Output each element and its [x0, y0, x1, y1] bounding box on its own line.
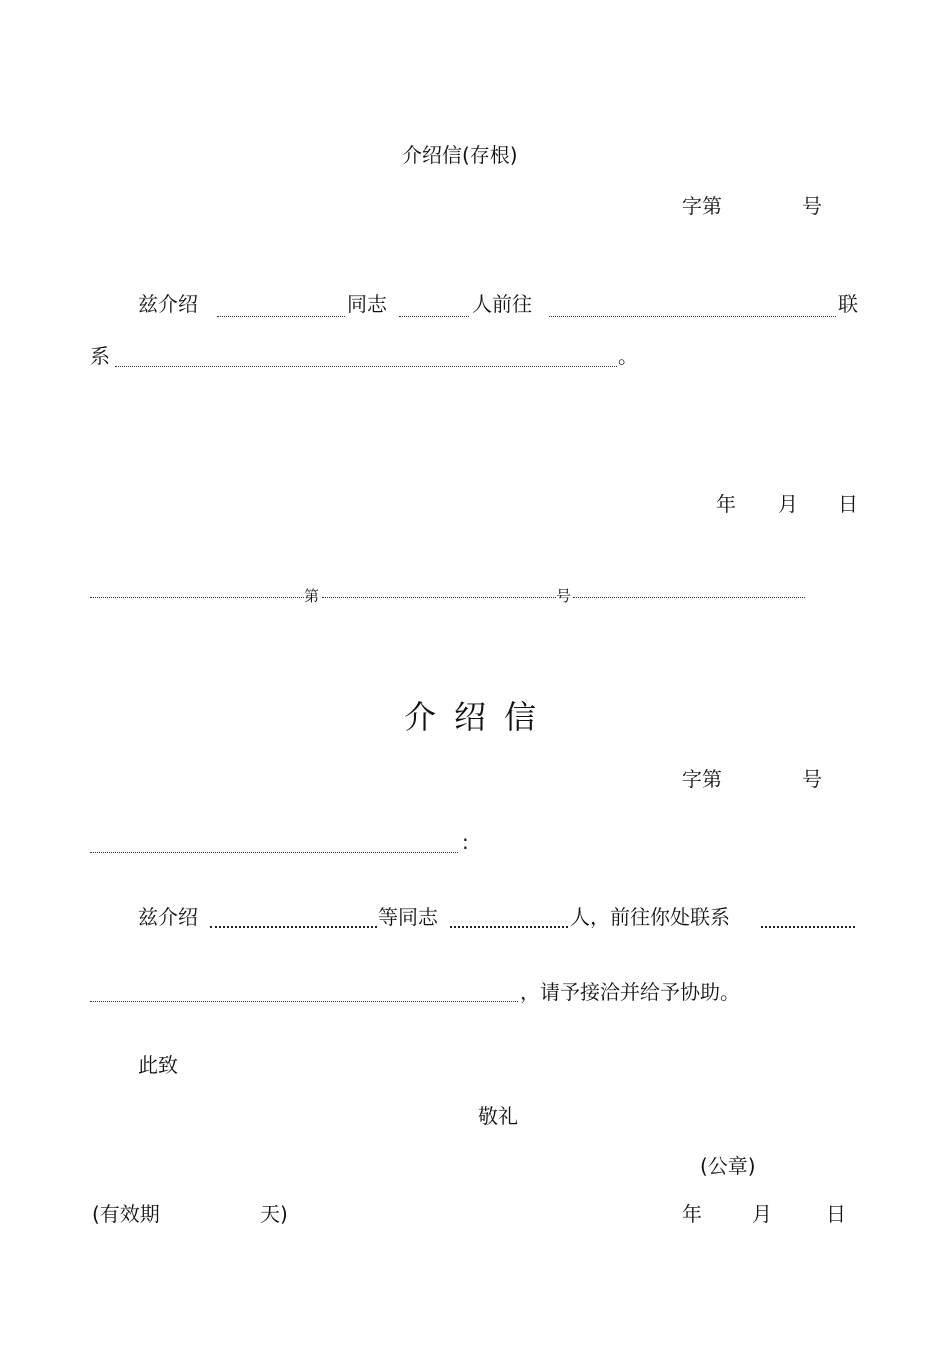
letter-title: 介绍信 — [404, 698, 555, 736]
stub-xi-label: 系 — [90, 344, 110, 368]
letter-request: ，请予接洽并给予协助。 — [520, 980, 740, 1004]
letter-ref-zi-di: 字第 — [682, 767, 722, 791]
perforation-segment-right — [573, 597, 805, 598]
letter-seal: (公章) — [700, 1154, 756, 1178]
letter-deng-tongzhi-label: 等同志 — [378, 905, 438, 929]
letter-day: 日 — [826, 1202, 846, 1226]
letter-matter-blank-1[interactable] — [761, 926, 855, 928]
letter-ren-qianwang-label: 人，前往你处联系 — [570, 905, 730, 929]
stub-destination-blank[interactable] — [549, 316, 836, 317]
perforation-hao: 号 — [556, 587, 572, 605]
letter-month: 月 — [752, 1202, 772, 1226]
perforation-segment-left — [90, 597, 304, 598]
letter-jingli: 敬礼 — [478, 1104, 518, 1128]
letter-matter-blank-2[interactable] — [90, 1001, 518, 1002]
stub-intro-label: 兹介绍 — [138, 292, 198, 316]
perforation-segment-middle — [322, 597, 556, 598]
stub-introducer-blank[interactable] — [217, 316, 345, 317]
stub-day: 日 — [838, 492, 858, 516]
letter-count-blank[interactable] — [450, 926, 568, 928]
stub-tongzhi-label: 同志 — [347, 292, 387, 316]
letter-validity-prefix: (有效期 — [92, 1202, 160, 1226]
stub-period: 。 — [618, 344, 638, 368]
stub-year: 年 — [716, 492, 736, 516]
stub-month: 月 — [778, 492, 798, 516]
letter-validity-suffix: 天) — [260, 1202, 288, 1226]
letter-intro-label: 兹介绍 — [138, 905, 198, 929]
stub-ref-hao: 号 — [802, 194, 822, 218]
stub-ref-zi-di: 字第 — [682, 194, 722, 218]
letter-colon: : — [462, 830, 469, 854]
stub-matter-blank[interactable] — [115, 366, 617, 367]
stub-lian-label: 联 — [838, 292, 858, 316]
letter-introducer-blank[interactable] — [210, 926, 377, 928]
letter-year: 年 — [682, 1202, 702, 1226]
stub-ren-qianwang-label: 人前往 — [472, 292, 532, 316]
letter-ref-hao: 号 — [802, 767, 822, 791]
perforation-di: 第 — [304, 587, 320, 605]
letter-cizhi: 此致 — [138, 1053, 178, 1077]
stub-count-blank[interactable] — [399, 316, 469, 317]
letter-recipient-blank[interactable] — [90, 852, 458, 853]
stub-title: 介绍信(存根) — [402, 143, 518, 167]
